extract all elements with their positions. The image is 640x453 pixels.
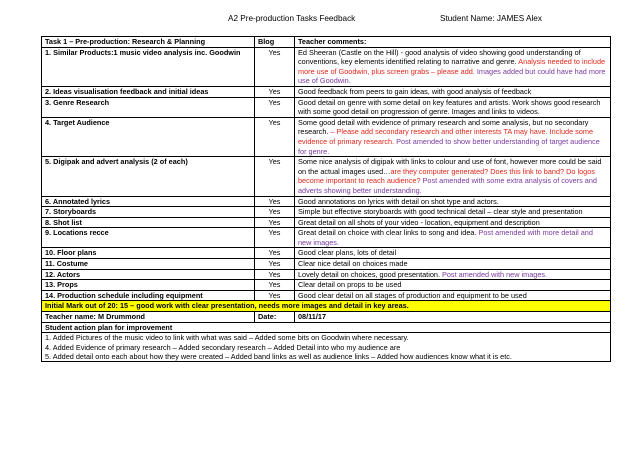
comment-cell: [295, 86, 611, 97]
task-cell: 6. Annotated lyrics: [42, 196, 255, 207]
initial-mark-row: [42, 301, 611, 312]
comment-cell: [295, 217, 611, 228]
comment-cell: [295, 157, 611, 196]
plan-title: Student action plan for improvement: [42, 322, 611, 333]
task-cell: 13. Props: [42, 280, 255, 291]
comment-cell: [295, 248, 611, 259]
initial-mark: Initial Mark out of 20: 15 – good work with clear presentation, needs more images and detail in key areas.: [42, 301, 611, 312]
table-row: [42, 207, 611, 218]
table-row: [42, 117, 611, 156]
amendment-note: Post amended with new images.: [439, 269, 548, 279]
plan-item: 5. Added detail onto each about how they were created – Added band links as well as audience links – Added how audiences know what it is etc.: [45, 352, 512, 362]
improvement-request: Analysis needed to include more use of Goodwin, plus screen grabs – please add.: [298, 57, 606, 76]
task-cell: 1. Similar Products:1 music video analysis inc. Goodwin: [42, 47, 255, 86]
comment-cell: [295, 269, 611, 280]
teacher-comment: Simple but effective storyboards with good technical detail – clear style and presentation: [298, 207, 583, 217]
page-title: A2 Pre-production Tasks Feedback: [228, 14, 356, 23]
comment-cell: [295, 97, 611, 117]
teacher-comment: Great detail on all shots of your video - location, equipment and description: [298, 217, 540, 227]
task-cell: 3. Genre Research: [42, 97, 255, 117]
table-row: [42, 259, 611, 270]
teacher-comment: Some good detail with evidence of primary research and some analysis, but no secondary research.: [298, 117, 589, 137]
blog-cell: Yes: [255, 97, 295, 117]
table-row: [42, 86, 611, 97]
plan-item: 4. Added Evidence of primary research – Added secondary research – Added Detail into who my audience are: [45, 342, 401, 352]
improvement-request: – Please add secondary research and other interests TA may have. Include some evidence of primary research.: [298, 127, 594, 146]
comment-cell: [295, 47, 611, 86]
comments-header: Teacher comments:: [295, 37, 611, 48]
page-header: [0, 14, 640, 28]
table-row: [42, 97, 611, 117]
comment-cell: [295, 280, 611, 291]
task-cell: 10. Floor plans: [42, 248, 255, 259]
task-cell: 14. Production schedule including equipment: [42, 290, 255, 301]
table-row: [42, 196, 611, 207]
blog-cell: Yes: [255, 207, 295, 218]
teacher-comment: Some nice analysis of digipak with links to colour and use of font, however more could be said on the actual images used…: [298, 157, 602, 176]
blog-cell: Yes: [255, 280, 295, 291]
blog-cell: Yes: [255, 290, 295, 301]
table-row: [42, 228, 611, 248]
improvement-request: are they computer generated? Does this link to band? Do logos become important to reach audience?: [298, 166, 595, 186]
comment-cell: [295, 117, 611, 156]
task-cell: 8. Shot list: [42, 217, 255, 228]
plan-item: 1. Added Pictures of the music video to link with what was said – Added some bits on Goodwin where necessary.: [45, 333, 409, 343]
table-header-row: [42, 37, 611, 48]
table-row: [42, 290, 611, 301]
comment-cell: [295, 228, 611, 248]
table-row: [42, 47, 611, 86]
task-cell: 5. Digipak and advert analysis (2 of each): [42, 157, 255, 196]
blog-cell: Yes: [255, 217, 295, 228]
amendment-note: Post amended with some extra analysis of covers and adverts showing better understanding.: [298, 176, 597, 195]
comment-cell: [295, 290, 611, 301]
table-row: [42, 248, 611, 259]
blog-cell: Yes: [255, 228, 295, 248]
teacher-comment: Good clear detail on all stages of production and equipment to be used: [298, 290, 527, 300]
teacher-comment: Clear detail on props to be used: [298, 280, 402, 290]
task-cell: 2. Ideas visualisation feedback and initial ideas: [42, 86, 255, 97]
teacher-comment: Ed Sheeran (Castle on the Hill) - good analysis of video showing good understanding of conventions, key elements identified relating to narrative and genre.: [298, 47, 581, 67]
amendment-note: Post amended with more detail and new images.: [298, 228, 593, 247]
table-row: [42, 269, 611, 280]
teacher-comment: Great detail on choice with clear links to song and idea.: [298, 228, 477, 238]
blog-header: Blog: [255, 37, 295, 48]
blog-cell: Yes: [255, 248, 295, 259]
comment-cell: [295, 207, 611, 218]
teacher-comment: Lovely detail on choices, good presentation.: [298, 269, 440, 279]
blog-cell: Yes: [255, 196, 295, 207]
blog-cell: Yes: [255, 269, 295, 280]
student-name: Student Name: JAMES Alex: [440, 14, 542, 23]
comment-cell: [295, 196, 611, 207]
teacher-comment: Good clear plans, lots of detail: [298, 248, 397, 258]
amendment-note: Images added but could have had more use of Goodwin.: [298, 66, 606, 86]
blog-cell: Yes: [255, 86, 295, 97]
blog-cell: Yes: [255, 157, 295, 196]
blog-cell: Yes: [255, 47, 295, 86]
teacher-row: [42, 312, 611, 323]
teacher-name: Teacher name: M Drummond: [42, 312, 255, 323]
table-row: [42, 280, 611, 291]
task-cell: 9. Locations recce: [42, 228, 255, 248]
plan-list: [42, 333, 611, 362]
amendment-note: Post amended to show better understanding of target audience for genre.: [298, 136, 600, 156]
teacher-comment: Good detail on genre with some detail on key features and artists. Work shows good research with some good detail on progression of genre. Images and links to videos.: [298, 97, 601, 117]
comment-cell: [295, 259, 611, 270]
task-cell: 11. Costume: [42, 259, 255, 270]
task-cell: 7. Storyboards: [42, 207, 255, 218]
table-row: [42, 217, 611, 228]
teacher-comment: Good feedback from peers to gain ideas, with good analysis of feedback: [298, 86, 532, 96]
table-row: [42, 157, 611, 196]
teacher-comment: Good annotations on lyrics with detail on shot type and actors.: [298, 196, 499, 206]
blog-cell: Yes: [255, 117, 295, 156]
plan-row: [42, 333, 611, 362]
date-value: 08/11/17: [295, 312, 611, 323]
teacher-comment: Clear nice detail on choices made: [298, 259, 408, 269]
date-label: Date:: [255, 312, 295, 323]
task-cell: 4. Target Audience: [42, 117, 255, 156]
blog-cell: Yes: [255, 259, 295, 270]
task-header: Task 1 – Pre-production: Research & Planning: [42, 37, 255, 48]
plan-title-row: [42, 322, 611, 333]
task-cell: 12. Actors: [42, 269, 255, 280]
feedback-table: [41, 36, 611, 362]
